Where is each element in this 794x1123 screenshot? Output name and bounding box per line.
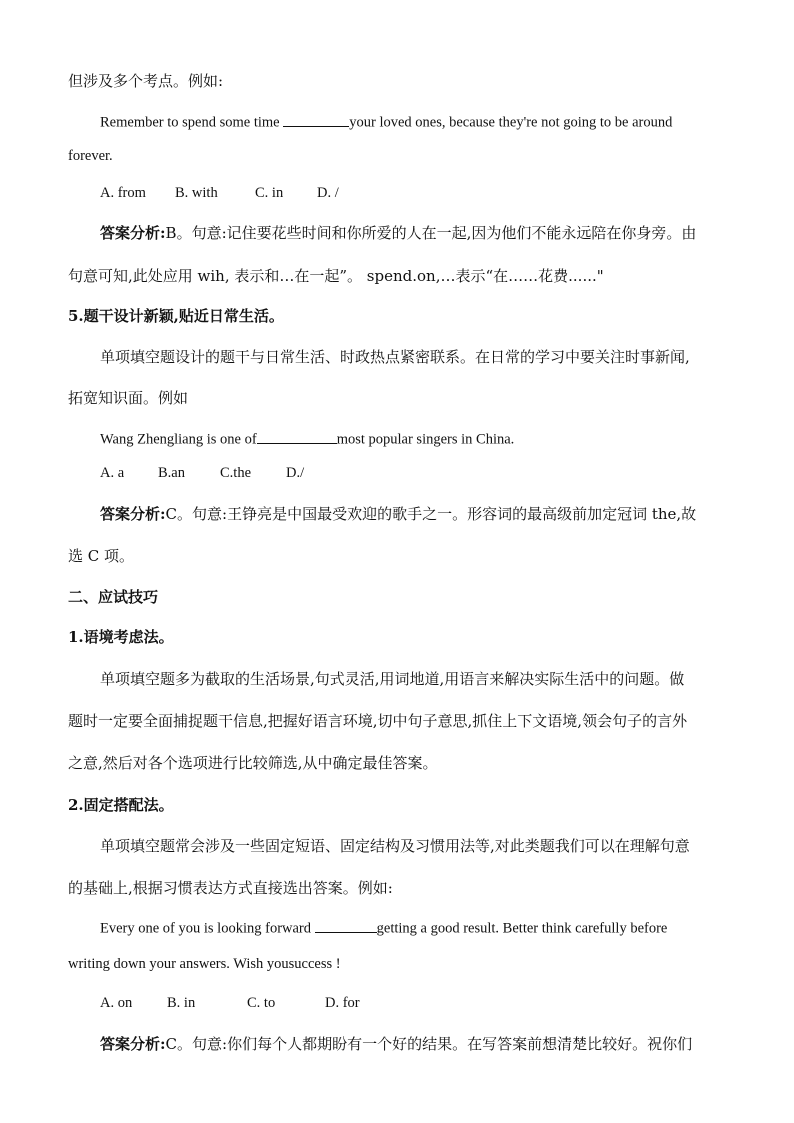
example-sentence-3-cont: writing down your answers. Wish yousuccess ! <box>68 956 341 972</box>
paragraph-line: 拓宽知识面。例如 <box>68 389 189 407</box>
example-sentence-1-cont: forever. <box>68 148 113 164</box>
option: A. on <box>100 995 133 1011</box>
subheading: 5.题干设计新颖,贴近日常生活。 <box>68 307 284 325</box>
paragraph-line: 的基础上,根据习惯表达方式直接选出答案。例如: <box>68 879 393 897</box>
option: A. from <box>100 185 146 201</box>
paragraph-line: 但涉及多个考点。例如: <box>68 72 224 90</box>
option: A. a <box>100 465 125 481</box>
option: B. with <box>175 185 218 201</box>
answer-label: 答案分析: <box>100 505 166 523</box>
paragraph-line: 题时一定要全面捕捉题干信息,把握好语言环境,切中句子意思,抓住上下文语境,领会句子的言外 <box>68 712 688 730</box>
answer-label: 答案分析: <box>100 224 166 242</box>
option: D. for <box>325 995 360 1011</box>
sentence-part: your loved ones, because they're not going to be around <box>349 114 673 131</box>
example-sentence-1 <box>100 111 724 132</box>
paragraph-line: 之意,然后对各个选项进行比较筛选,从中确定最佳答案。 <box>68 754 438 772</box>
sentence-part: Every one of you is looking forward <box>100 920 315 937</box>
subheading: 2.固定搭配法。 <box>68 796 174 814</box>
option: C. in <box>255 185 284 201</box>
answer-text: C。句意:王铮亮是中国最受欢迎的歌手之一。形容词的最高级前加定冠词 the,故 <box>165 505 697 523</box>
options-row-2 <box>100 465 304 482</box>
paragraph-line: 单项填空题多为截取的生活场景,句式灵活,用词地道,用语言来解决实际生活中的问题。做 <box>100 670 685 688</box>
paragraph-line: 单项填空题设计的题干与日常生活、时政热点紧密联系。在日常的学习中要关注时事新闻, <box>100 348 690 366</box>
sentence-part: Remember to spend some time <box>100 114 284 131</box>
paragraph-line: 选 C 项。 <box>68 547 135 565</box>
option: C. to <box>247 995 276 1011</box>
option: D. / <box>317 185 339 201</box>
answer-analysis-3 <box>100 1033 692 1054</box>
answer-blank <box>315 917 377 933</box>
paragraph-line: 句意可知,此处应用 wih, 表示和…在一起”。 spend.on,…表示“在……花费......" <box>68 267 604 285</box>
section-heading: 二、应试技巧 <box>68 588 159 606</box>
options-row-1 <box>100 185 339 202</box>
answer-label: 答案分析: <box>100 1035 166 1053</box>
example-sentence-3 <box>100 917 667 938</box>
option: B. in <box>167 995 196 1011</box>
option: D./ <box>286 465 305 481</box>
answer-analysis-2 <box>100 503 696 524</box>
paragraph-line: 单项填空题常会涉及一些固定短语、固定结构及习惯用法等,对此类题我们可以在理解句意 <box>100 837 690 855</box>
example-sentence-2 <box>100 428 514 449</box>
subheading: 1.语境考虑法。 <box>68 628 174 646</box>
sentence-part: most popular singers in China. <box>336 431 515 448</box>
answer-text: C。句意:你们每个人都期盼有一个好的结果。在写答案前想清楚比较好。祝你们 <box>165 1035 693 1053</box>
option: C.the <box>220 465 252 481</box>
sentence-part: getting a good result. Better think carefully before <box>376 920 668 937</box>
answer-text: B。句意:记住要花些时间和你所爱的人在一起,因为他们不能永远陪在你身旁。由 <box>165 224 697 242</box>
answer-blank <box>283 111 349 127</box>
option: B.an <box>158 465 185 481</box>
answer-analysis-1 <box>100 222 696 243</box>
answer-blank <box>257 428 337 444</box>
sentence-part: Wang Zhengliang is one of <box>100 431 257 448</box>
options-row-3 <box>100 995 360 1012</box>
